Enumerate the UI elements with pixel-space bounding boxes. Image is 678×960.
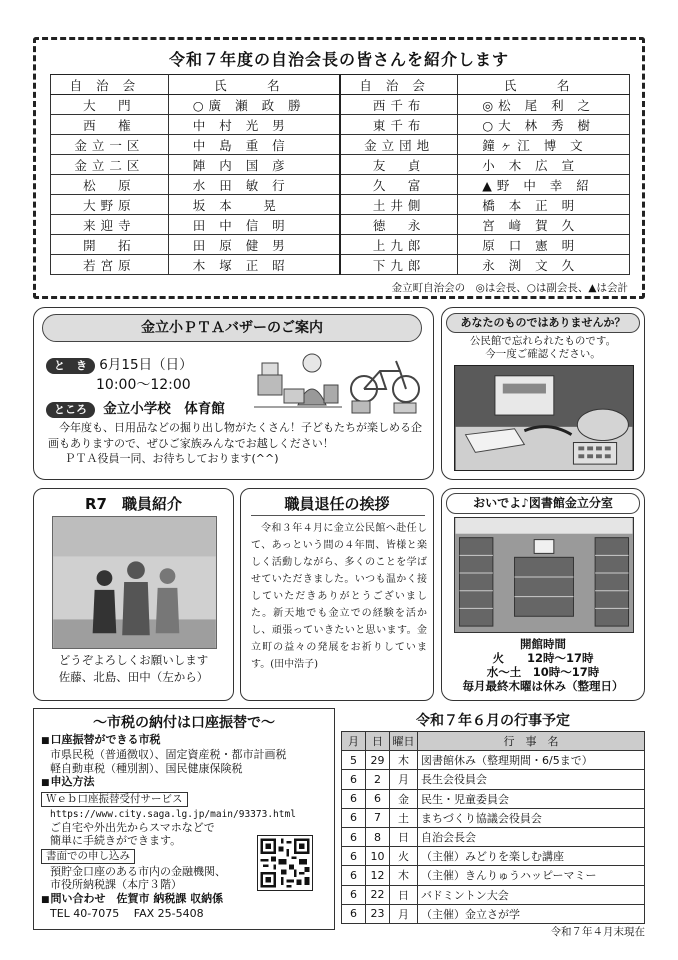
area-cell: 若宮原: [51, 255, 169, 275]
schedule-title: 令和７年６月の行事予定: [416, 713, 570, 729]
col-header-event: 行 事 名: [418, 732, 645, 751]
library-title: おいでよ♪図書館金立分室: [446, 493, 640, 514]
staff-photo: [52, 516, 217, 649]
weekday-cell: 土: [390, 808, 418, 827]
weekday-cell: 日: [390, 827, 418, 846]
tax-section: [33, 708, 335, 930]
day-cell: 29: [366, 751, 390, 770]
name-cell: 中 島 重 信: [168, 135, 340, 155]
day-cell: 22: [366, 885, 390, 904]
area-cell: 来迎寺: [51, 215, 169, 235]
area-cell: 東千布: [340, 115, 458, 135]
name-cell: ◎松 尾 利 之: [458, 95, 630, 115]
schedule-table: [341, 731, 645, 924]
name-cell: 宮 﨑 賀 久: [458, 215, 630, 235]
area-cell: 西 権: [51, 115, 169, 135]
month-cell: 6: [342, 808, 366, 827]
table-row: [342, 885, 645, 904]
event-cell: 自治会長会: [418, 827, 645, 846]
name-cell: 原 口 憲 明: [458, 235, 630, 255]
weekday-cell: 金: [390, 789, 418, 808]
retirement-title: 職員退任の挨拶: [284, 495, 390, 513]
name-cell: 中 村 光 男: [168, 115, 340, 135]
area-cell: 金立一区: [51, 135, 169, 155]
area-cell: 久 富: [340, 175, 458, 195]
hours-time: 10時～17時: [532, 665, 600, 679]
table-row: [51, 195, 630, 215]
day-cell: 6: [366, 789, 390, 808]
paper-application-box: 書面での申し込み: [41, 849, 135, 864]
retirement-text: 令和３年４月に金立公民館へ赴任して、あっという間の４年間、皆様と楽しく活動しながら、多くのことを学ばせていただきました。いつも温かく接していただきありがとうございました。新天地でも金立での経験を活かし、頑張っていきたいと思います。金立町の益々の発展をお祈りしています。(田中浩子): [251, 523, 427, 670]
event-cell: （主催）みどりを楽しむ講座: [418, 847, 645, 866]
col-header-area: 自治会: [51, 75, 169, 95]
pta-place: 金立小学校 体育館: [103, 401, 225, 417]
area-cell: 大野原: [51, 195, 169, 215]
library-hours: [442, 637, 644, 693]
library-photo: [454, 517, 634, 633]
where-tag: ところ: [46, 402, 95, 418]
council-section: [33, 37, 645, 299]
table-row: [342, 866, 645, 885]
month-cell: 6: [342, 847, 366, 866]
pta-body-paragraph: 今年度も、日用品などの掘り出し物がたくさん！子どもたちが楽しめる企画もありますので、ぜひご家族みんなでお越しください！: [48, 421, 422, 450]
hours-row: [442, 665, 644, 679]
pta-title: 金立小ＰＴＡバザーのご案内: [42, 314, 422, 342]
table-row: [342, 808, 645, 827]
table-row: [342, 847, 645, 866]
pta-date: 6月15日（日）: [99, 357, 193, 373]
event-cell: 図書館休み（整理期間・6/5まで）: [418, 751, 645, 770]
pta-body: [48, 420, 430, 467]
tax-heading: ■ 口座振替ができる市税: [41, 733, 331, 748]
name-cell: 永 渕 文 久: [458, 255, 630, 275]
name-cell: 陣 内 国 彦: [168, 155, 340, 175]
tax-heading: ■ 申込方法: [41, 775, 331, 790]
day-cell: 7: [366, 808, 390, 827]
hours-row: [442, 651, 644, 665]
table-row: [342, 789, 645, 808]
name-cell: 橋 本 正 明: [458, 195, 630, 215]
event-cell: バドミントン大会: [418, 885, 645, 904]
event-cell: まちづくり協議会役員会: [418, 808, 645, 827]
month-cell: 5: [342, 751, 366, 770]
weekday-cell: 木: [390, 866, 418, 885]
name-cell: 水 田 敏 行: [168, 175, 340, 195]
qr-code-icon[interactable]: [257, 835, 313, 891]
council-table: [50, 74, 630, 275]
contact-heading: ■ 問い合わせ 佐賀市 納税課 収納係: [41, 892, 331, 907]
area-cell: 松 原: [51, 175, 169, 195]
event-cell: （主催）きんりゅうハッピーマミー: [418, 866, 645, 885]
area-cell: 開 拓: [51, 235, 169, 255]
name-cell: 田 原 健 男: [168, 235, 340, 255]
month-cell: 6: [342, 827, 366, 846]
table-row: [342, 904, 645, 923]
staff-names: 佐藤、北島、田中（左から）: [58, 670, 209, 684]
schedule-header-row: [342, 732, 645, 751]
table-row: [342, 770, 645, 789]
month-cell: 6: [342, 885, 366, 904]
staff-intro-section: [33, 488, 234, 701]
pta-time: 10:00～12:00: [96, 377, 191, 393]
day-cell: 12: [366, 866, 390, 885]
name-cell: 田 中 信 明: [168, 215, 340, 235]
retirement-body: [251, 520, 427, 673]
hours-time: 12時～17時: [526, 651, 594, 665]
council-header-row: [51, 75, 630, 95]
lost-line: 今一度ご確認ください。: [485, 348, 601, 360]
staff-title: R7 職員紹介: [85, 495, 182, 513]
col-header-weekday: 曜日: [390, 732, 418, 751]
weekday-cell: 木: [390, 751, 418, 770]
month-cell: 6: [342, 904, 366, 923]
name-cell: ▲野 中 幸 紹: [458, 175, 630, 195]
area-cell: 金立二区: [51, 155, 169, 175]
event-cell: （主催）金立さが学: [418, 904, 645, 923]
day-cell: 23: [366, 904, 390, 923]
table-row: [342, 751, 645, 770]
month-cell: 6: [342, 789, 366, 808]
pta-bazaar-section: [33, 307, 434, 480]
event-cell: 長生会役員会: [418, 770, 645, 789]
tax-line: 市役所納税課（本庁３階）: [50, 878, 182, 892]
hours-title: 開館時間: [520, 637, 566, 651]
lost-and-found-section: [441, 307, 645, 480]
area-cell: 西千布: [340, 95, 458, 115]
retirement-divider: [251, 515, 425, 516]
lost-text: [442, 335, 644, 361]
hours-day: 火: [492, 651, 504, 665]
web-service-box: Ｗｅｂ口座振替受付サービス: [41, 792, 188, 807]
pta-signature: ＰＴＡ役員一同、お待ちしております(^^): [64, 452, 279, 465]
council-legend-note: 金立町自治会の ◎は会長、○は副会長、▲は会計: [391, 282, 628, 294]
name-cell: 坂 本 晃: [168, 195, 340, 215]
name-cell: 小 木 広 宣: [458, 155, 630, 175]
col-header-day: 日: [366, 732, 390, 751]
council-title: 令和７年度の自治会長の皆さんを紹介します: [168, 50, 509, 69]
closed-day: 毎月最終木曜は休み（整理日）: [462, 679, 624, 693]
col-header-area: 自治会: [340, 75, 458, 95]
day-cell: 8: [366, 827, 390, 846]
pta-place-line: [46, 397, 225, 418]
area-cell: 金立団地: [340, 135, 458, 155]
tax-body: [41, 733, 331, 920]
table-row: [51, 255, 630, 275]
contact-numbers: TEL 40-7075 FAX 25-5408: [50, 907, 204, 921]
table-row: [51, 115, 630, 135]
area-cell: 徳 永: [340, 215, 458, 235]
tax-line: 預貯金口座のある市内の金融機関、: [50, 864, 226, 878]
name-cell: ○大 林 秀 樹: [458, 115, 630, 135]
name-cell: 鐘ヶ江 博 文: [458, 135, 630, 155]
when-tag: と き: [46, 358, 95, 374]
bicycle-illustration: [342, 345, 430, 415]
tax-url-link[interactable]: https://www.city.saga.lg.jp/main/93373.html: [50, 808, 296, 820]
tax-line: 市県民税（普通徴収）、固定資産税・都市計画税: [50, 748, 287, 762]
pta-date-line: [46, 353, 193, 374]
table-row: [51, 215, 630, 235]
tax-line: 簡単に手続きができます。: [50, 834, 182, 848]
col-header-name: 氏 名: [168, 75, 340, 95]
bazaar-goods-illustration: [254, 345, 342, 415]
staff-greeting: どうぞよろしくお願いします: [58, 653, 209, 667]
area-cell: 大 門: [51, 95, 169, 115]
area-cell: 友 貞: [340, 155, 458, 175]
area-cell: 下九郎: [340, 255, 458, 275]
lost-title: あなたのものではありませんか？: [446, 313, 640, 333]
weekday-cell: 日: [390, 885, 418, 904]
month-cell: 6: [342, 866, 366, 885]
col-header-name: 氏 名: [458, 75, 630, 95]
area-cell: 土井側: [340, 195, 458, 215]
table-row: [51, 95, 630, 115]
name-cell: ○廣 瀬 政 勝: [168, 95, 340, 115]
retirement-section: [240, 488, 434, 701]
library-section: [441, 488, 645, 701]
event-cell: 民生・児童委員会: [418, 789, 645, 808]
table-row: [51, 155, 630, 175]
table-row: [51, 235, 630, 255]
tax-line: ご自宅や外出先からスマホなどで: [50, 821, 215, 835]
area-cell: 上九郎: [340, 235, 458, 255]
hours-day: 水～土: [486, 665, 522, 679]
day-cell: 2: [366, 770, 390, 789]
month-cell: 6: [342, 770, 366, 789]
weekday-cell: 月: [390, 904, 418, 923]
col-header-month: 月: [342, 732, 366, 751]
table-row: [342, 827, 645, 846]
tax-title: ～市税の納付は口座振替で～: [93, 715, 275, 731]
lost-items-photo: [454, 365, 634, 471]
lost-line: 公民館で忘れられたものです。: [469, 335, 617, 347]
table-row: [51, 175, 630, 195]
weekday-cell: 火: [390, 847, 418, 866]
day-cell: 10: [366, 847, 390, 866]
table-row: [51, 135, 630, 155]
schedule-note: 令和７年４月末現在: [550, 926, 645, 938]
weekday-cell: 月: [390, 770, 418, 789]
name-cell: 木 塚 正 昭: [168, 255, 340, 275]
tax-line: 軽自動車税（種別割）、国民健康保険税: [50, 761, 243, 775]
